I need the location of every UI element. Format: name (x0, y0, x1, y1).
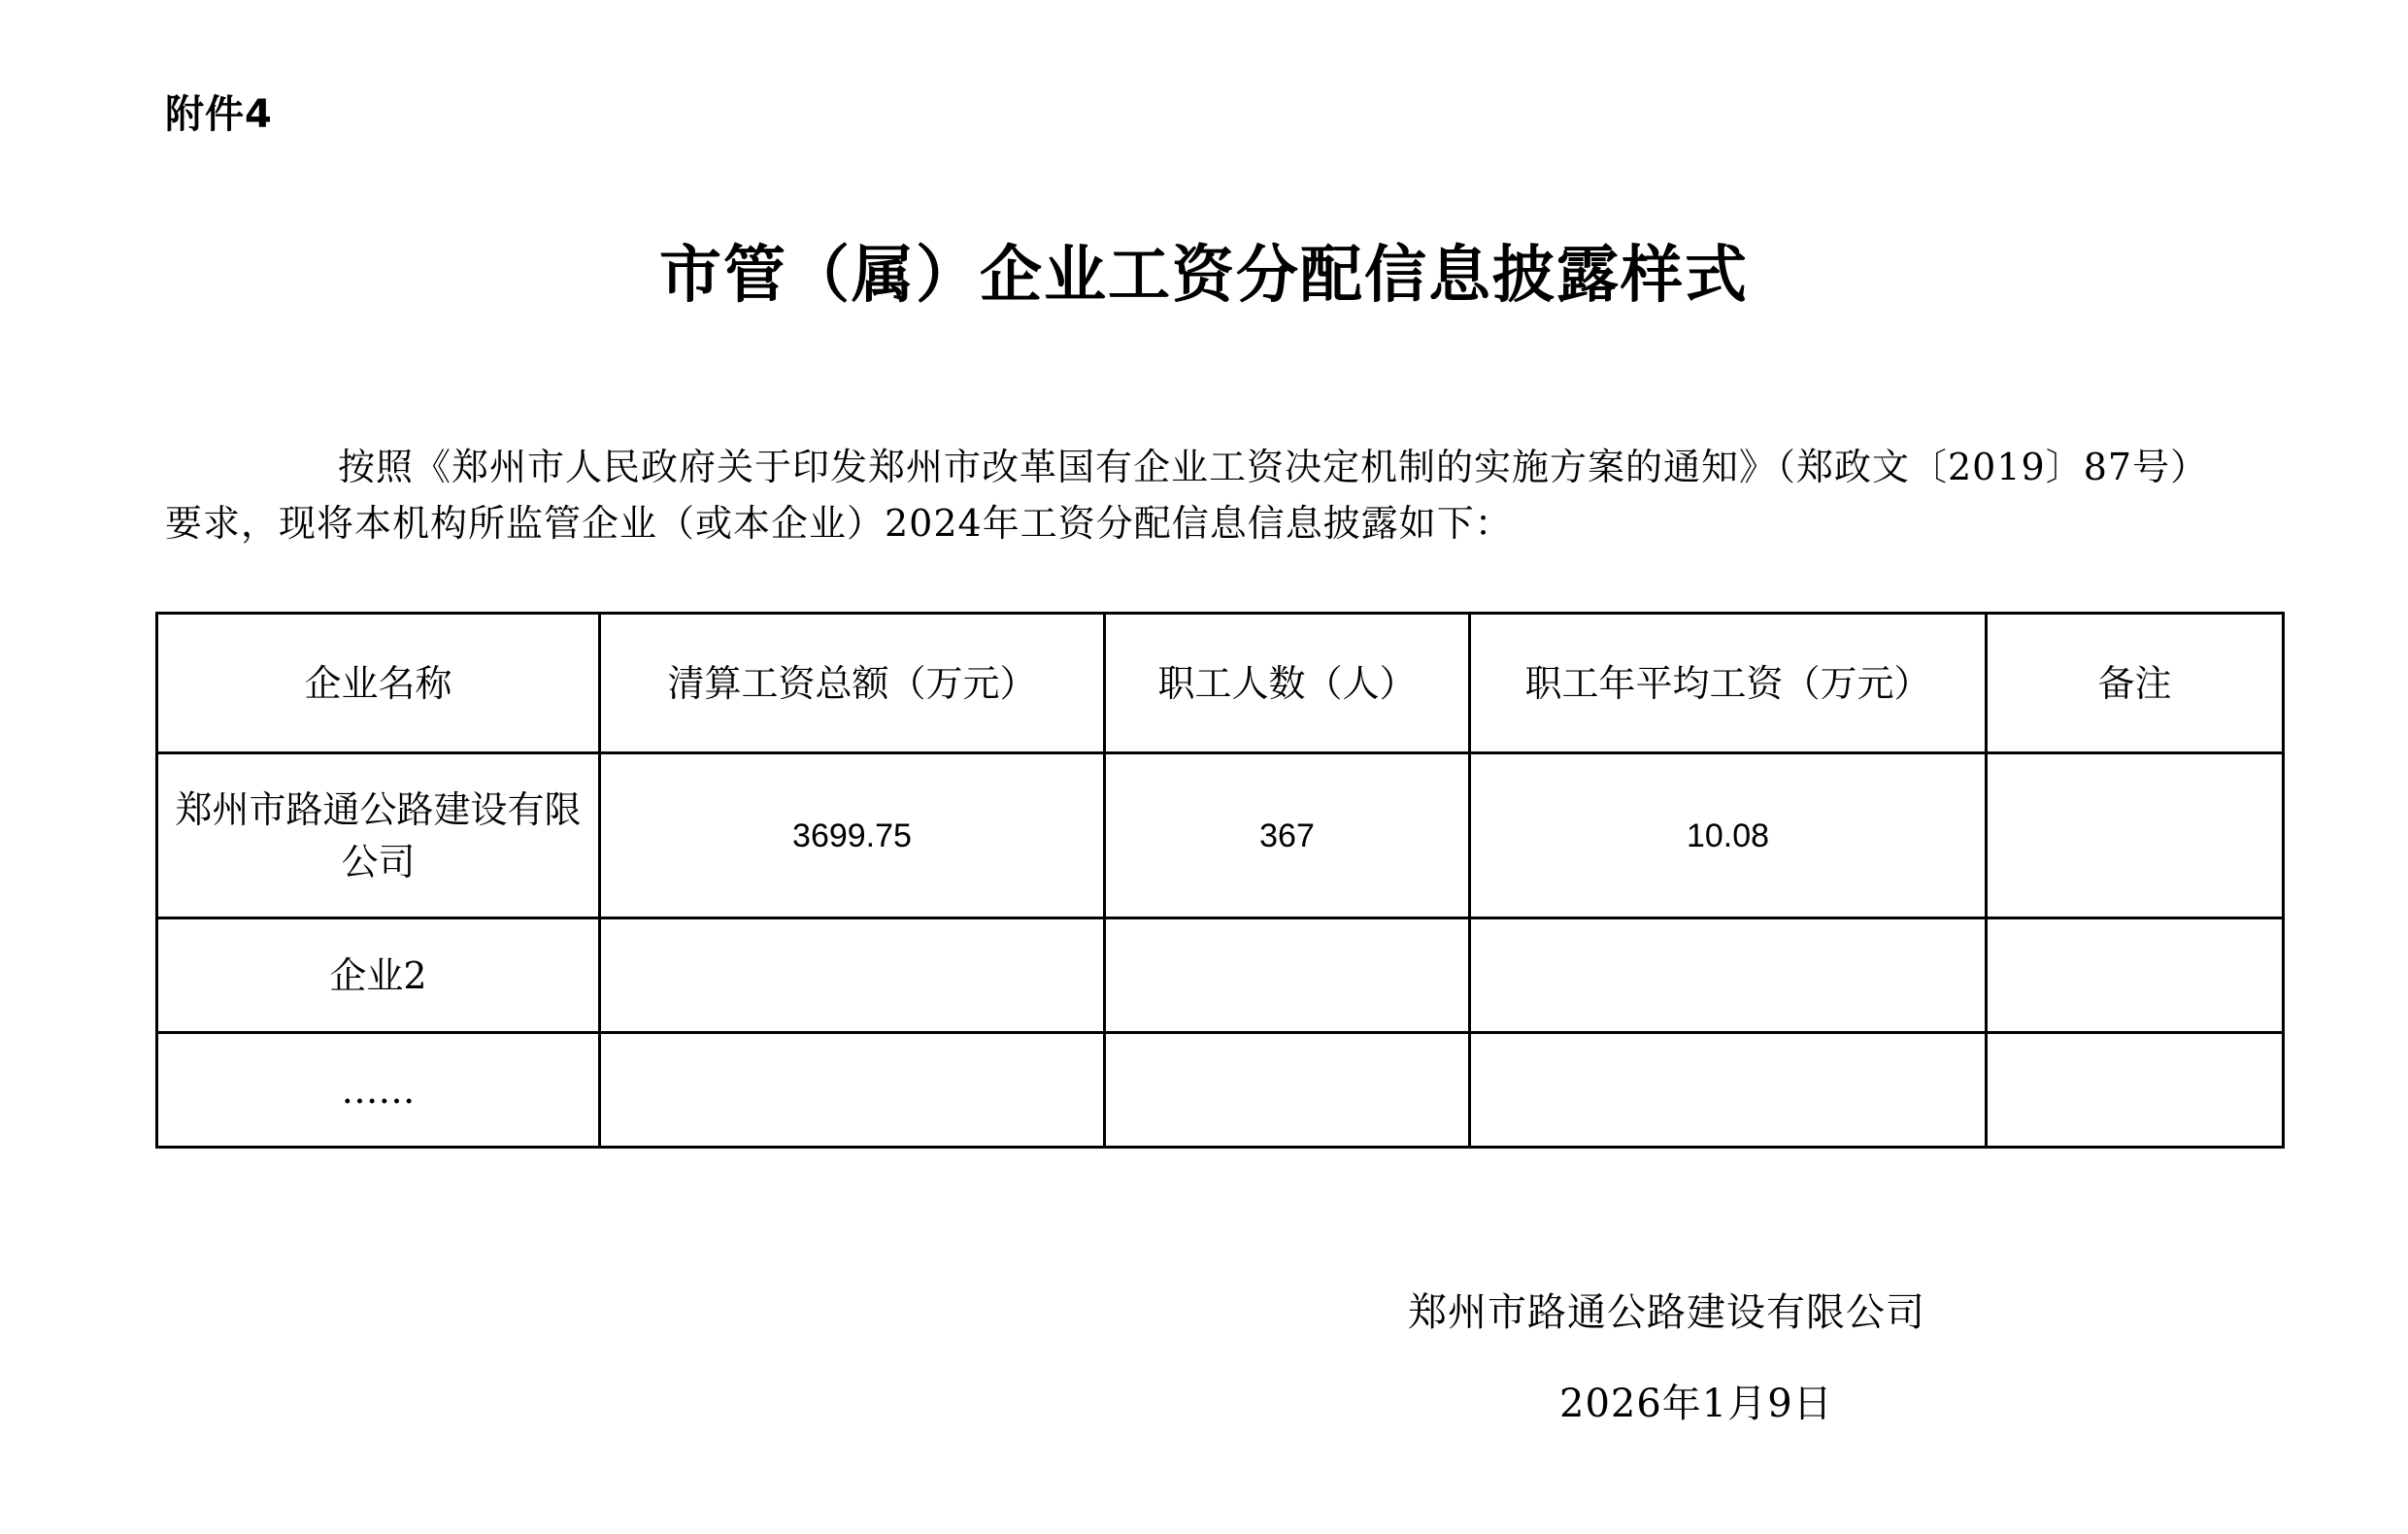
cell-remarks (1987, 753, 2284, 918)
cell-company-name: 企业2 (157, 918, 600, 1033)
cell-total-wage: 3699.75 (600, 753, 1105, 918)
attachment-label: 附件4 (165, 92, 273, 137)
cell-total-wage (600, 1033, 1105, 1148)
cell-average-wage (1470, 918, 1987, 1033)
header-total-wage: 清算工资总额（万元） (600, 614, 1105, 753)
table-row (157, 753, 2284, 918)
header-remarks: 备注 (1987, 614, 2284, 753)
cell-employee-count (1105, 918, 1470, 1033)
table-row (157, 918, 2284, 1033)
cell-employee-count (1105, 1033, 1470, 1148)
cell-average-wage: 10.08 (1470, 753, 1987, 918)
cell-average-wage (1470, 1033, 1987, 1148)
intro-paragraph: 按照《郑州市人民政府关于印发郑州市改革国有企业工资决定机制的实施方案的通知》（郑政文〔2019〕87号）要求，现将本机构所监管企业（或本企业）2024年工资分配信息信息披露如下： (165, 446, 2209, 545)
cell-employee-count: 367 (1105, 753, 1470, 918)
cell-company-name: …… (157, 1033, 600, 1148)
cell-company-name: 郑州市路通公路建设有限公司 (157, 753, 600, 918)
signature-date: 2026年1月9日 (1559, 1382, 1833, 1426)
header-company-name: 企业名称 (157, 614, 600, 753)
document-title: 市管（属）企业工资分配信息披露样式 (659, 239, 1749, 312)
header-employee-count: 职工人数（人） (1105, 614, 1470, 753)
disclosure-table (155, 612, 2285, 1149)
cell-remarks (1987, 918, 2284, 1033)
header-average-wage: 职工年平均工资（万元） (1470, 614, 1987, 753)
signature-company: 郑州市路通公路建设有限公司 (1408, 1290, 1925, 1335)
table-header-row (157, 614, 2284, 753)
table-row (157, 1033, 2284, 1148)
cell-total-wage (600, 918, 1105, 1033)
cell-remarks (1987, 1033, 2284, 1148)
